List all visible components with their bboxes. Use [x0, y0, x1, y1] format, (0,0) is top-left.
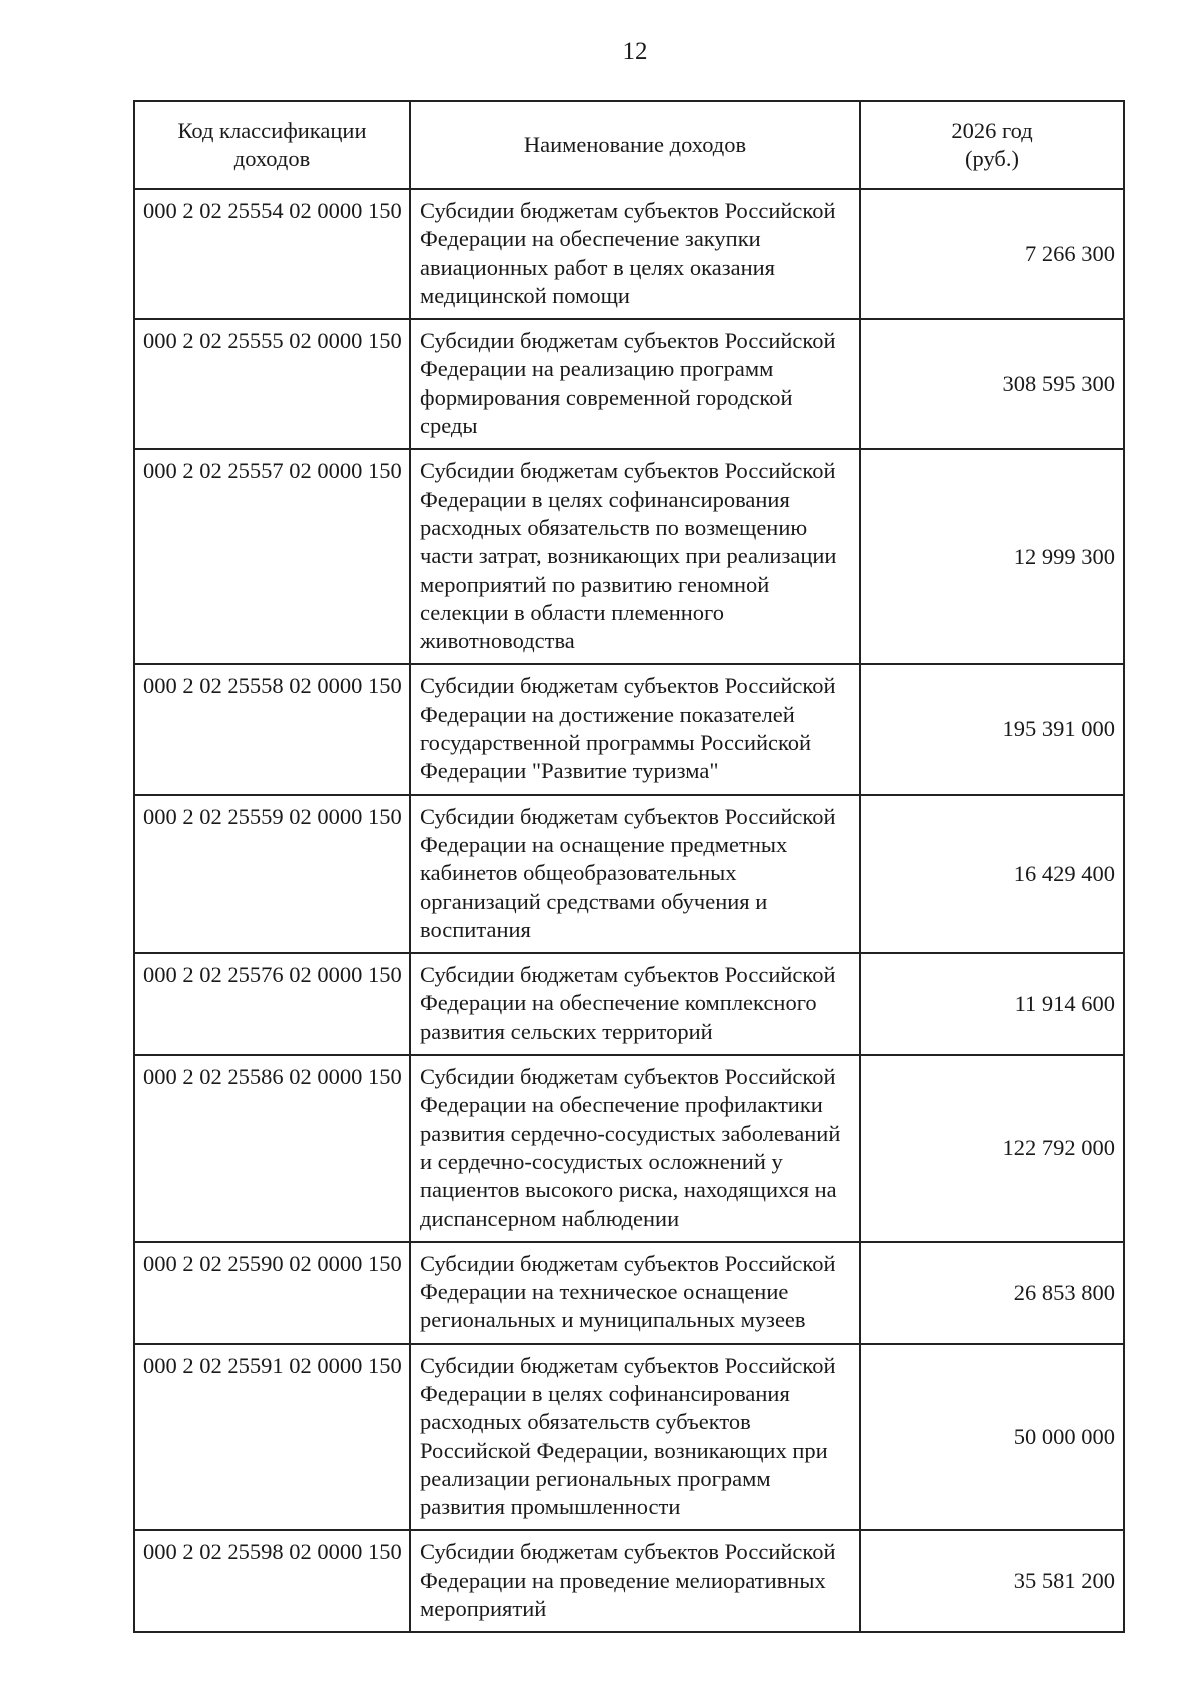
- income-code: 000 2 02 25557 02 0000 150: [134, 449, 410, 664]
- income-code: 000 2 02 25590 02 0000 150: [134, 1242, 410, 1344]
- table-row: [134, 1344, 1124, 1531]
- income-name: Субсидии бюджетам субъектов Российской Федерации на обеспечение закупки авиационных работ в целях оказания медицинской помощи: [410, 189, 860, 319]
- income-name: Субсидии бюджетам субъектов Российской Федерации в целях софинансирования расходных обязательств субъектов Российской Федерации, возникающих при реализации региональных программ развития промышленности: [410, 1344, 860, 1531]
- table-row: [134, 1055, 1124, 1242]
- page-number: 12: [622, 38, 648, 65]
- table-row: [134, 1242, 1124, 1344]
- income-name: Субсидии бюджетам субъектов Российской Федерации на реализацию программ формирования современной городской среды: [410, 319, 860, 449]
- income-table: [133, 100, 1125, 1633]
- income-code: 000 2 02 25555 02 0000 150: [134, 319, 410, 449]
- income-name: Субсидии бюджетам субъектов Российской Федерации на оснащение предметных кабинетов общеобразовательных организаций средствами обучения и воспитания: [410, 795, 860, 953]
- income-amount: 26 853 800: [860, 1242, 1124, 1344]
- header-code: Код классификации доходов: [134, 101, 410, 189]
- income-name: Субсидии бюджетам субъектов Российской Федерации в целях софинансирования расходных обязательств по возмещению части затрат, возникающих при реализации мероприятий по развитию геномной селекции в области племенного животноводства: [410, 449, 860, 664]
- income-code: 000 2 02 25591 02 0000 150: [134, 1344, 410, 1531]
- table-row: [134, 953, 1124, 1055]
- income-amount: 7 266 300: [860, 189, 1124, 319]
- income-name: Субсидии бюджетам субъектов Российской Федерации на техническое оснащение региональных и муниципальных музеев: [410, 1242, 860, 1344]
- income-code: 000 2 02 25586 02 0000 150: [134, 1055, 410, 1242]
- header-amount: 2026 год (руб.): [860, 101, 1124, 189]
- table-row: [134, 319, 1124, 449]
- income-amount: 122 792 000: [860, 1055, 1124, 1242]
- table-row: [134, 449, 1124, 664]
- income-code: 000 2 02 25598 02 0000 150: [134, 1530, 410, 1632]
- income-amount: 35 581 200: [860, 1530, 1124, 1632]
- table-row: [134, 189, 1124, 319]
- income-code: 000 2 02 25576 02 0000 150: [134, 953, 410, 1055]
- income-name: Субсидии бюджетам субъектов Российской Федерации на проведение мелиоративных мероприятий: [410, 1530, 860, 1632]
- income-code: 000 2 02 25554 02 0000 150: [134, 189, 410, 319]
- income-amount: 11 914 600: [860, 953, 1124, 1055]
- table-header-row: [134, 101, 1124, 189]
- header-name: Наименование доходов: [410, 101, 860, 189]
- income-amount: 12 999 300: [860, 449, 1124, 664]
- table-row: [134, 795, 1124, 953]
- income-code: 000 2 02 25558 02 0000 150: [134, 664, 410, 794]
- income-amount: 50 000 000: [860, 1344, 1124, 1531]
- income-name: Субсидии бюджетам субъектов Российской Федерации на обеспечение комплексного развития сельских территорий: [410, 953, 860, 1055]
- income-amount: 308 595 300: [860, 319, 1124, 449]
- income-name: Субсидии бюджетам субъектов Российской Федерации на достижение показателей государственной программы Российской Федерации "Развитие туризма": [410, 664, 860, 794]
- income-amount: 16 429 400: [860, 795, 1124, 953]
- income-name: Субсидии бюджетам субъектов Российской Федерации на обеспечение профилактики развития сердечно-сосудистых заболеваний и сердечно-сосудистых осложнений у пациентов высокого риска, находящихся на диспансерном наблюдении: [410, 1055, 860, 1242]
- table-row: [134, 664, 1124, 794]
- table-row: [134, 1530, 1124, 1632]
- income-amount: 195 391 000: [860, 664, 1124, 794]
- income-code: 000 2 02 25559 02 0000 150: [134, 795, 410, 953]
